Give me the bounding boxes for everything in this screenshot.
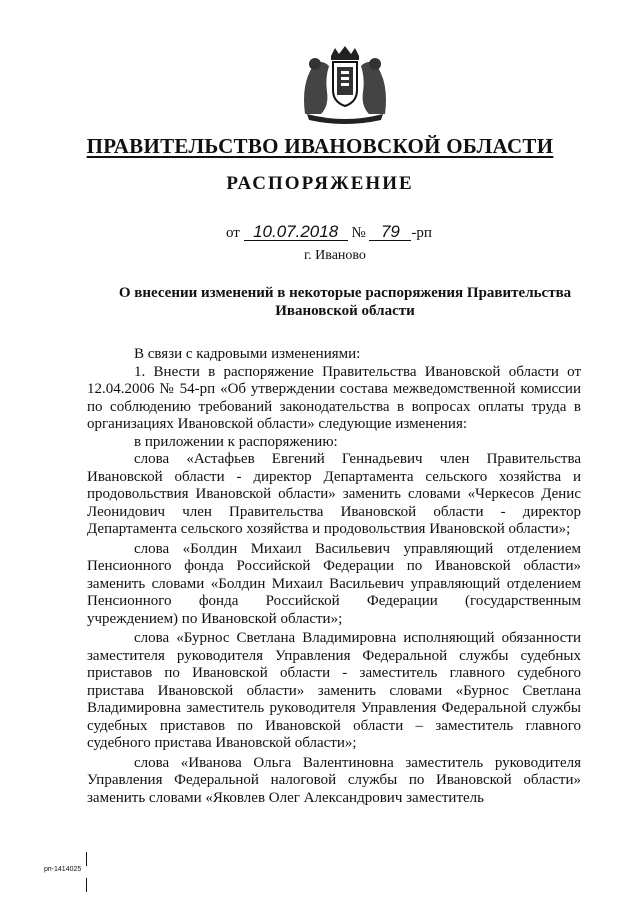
margin-mark-top: [86, 852, 87, 866]
date-number-line: [226, 224, 432, 242]
body-paragraph: 1. Внести в распоряжение Правительства Ивановской области от 12.04.2006 № 54-рп «Об утверждении состава межведомственной комиссии по соблюдению требований законодательства в вопросах оплаты труда в организациях Ивановской области» следующие изменения:: [87, 363, 581, 432]
number-sign: №: [351, 225, 366, 241]
document-code: рп-1414025: [44, 866, 82, 873]
body-paragraph: В связи с кадровыми изменениями:: [134, 346, 361, 362]
body-paragraph: в приложении к распоряжению:: [134, 433, 338, 450]
document-number: 79: [369, 224, 411, 241]
number-suffix: -рп: [411, 225, 432, 241]
body-paragraph: слова «Болдин Михаил Васильевич управляющий отделением Пенсионного фонда Российской Федерации по Ивановской области» заменить словами «Болдин Михаил Васильевич управляющий отделением Пенсионного фонда Российской Федерации (государственным учреждением) по Ивановской области»;: [87, 540, 581, 627]
date-prefix: от: [226, 225, 240, 241]
document-type: РАСПОРЯЖЕНИЕ: [226, 173, 414, 194]
body-paragraph: слова «Иванова Ольга Валентиновна заместитель руководителя Управления Федеральной налоговой службы по Ивановской области» заменить словами «Яковлев Олег Александрович заместитель: [87, 754, 581, 806]
document-body: [87, 346, 581, 807]
document-subject: О внесении изменений в некоторые распоряжения Правительства Ивановской области: [118, 285, 572, 319]
organization-title: ПРАВИТЕЛЬСТВО ИВАНОВСКОЙ ОБЛАСТИ: [86, 134, 554, 158]
body-paragraph: слова «Астафьев Евгений Геннадьевич член Правительства Ивановской области - директор Департамента сельского хозяйства и продовольствия Ивановской области» заменить словами «Черкесов Денис Леонидович член Правительства Ивановской области - директор Департамента сельского хозяйства и продовольствия Ивановской области»;: [87, 451, 581, 537]
margin-mark-bottom: [86, 878, 87, 892]
document-date: 10.07.2018: [244, 224, 348, 241]
body-paragraph: слова «Бурнос Светлана Владимировна исполняющий обязанности заместителя руководителя Управления Федеральной службы судебных приставов по Ивановской области - заместитель главного судебного пристава Ивановской области» заменить словами «Бурнос Светлана Владимировна заместитель руководителя Управления Федеральной службы судебных приставов по Ивановской области – заместитель главного судебного пристава Ивановской области»;: [87, 630, 581, 751]
ivanovo-coat-of-arms-icon: [297, 44, 393, 124]
city: г. Иваново: [304, 248, 366, 263]
